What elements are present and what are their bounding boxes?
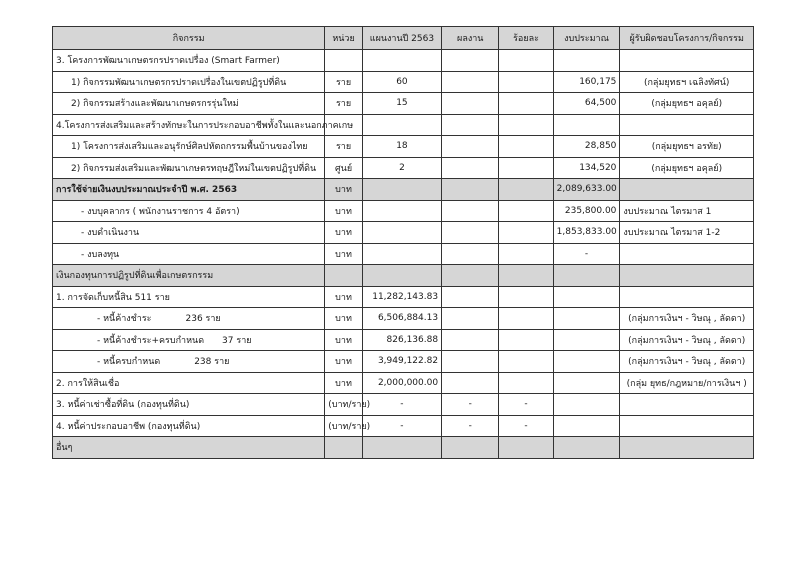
cell-percent: [499, 329, 553, 351]
cell-budget: [553, 351, 620, 373]
cell-result: [442, 136, 499, 158]
cell-budget: 235,800.00: [553, 200, 620, 222]
cell-plan: 826,136.88: [362, 329, 441, 351]
cell-result: [442, 243, 499, 265]
table-row: [53, 179, 754, 201]
cell-activity: 2) กิจกรรมส่งเสริมและพัฒนาเกษตรทฤษฎีใหม่ในเขตปฏิรูปที่ดิน: [53, 157, 325, 179]
debt-count: 37 ราย: [222, 335, 252, 346]
debt-label: - หนี้ค้างชำระ+ครบกำหนด: [97, 335, 205, 346]
cell-responsible: งบประมาณ ไตรมาส 1: [620, 200, 754, 222]
table-row: [53, 351, 754, 373]
cell-percent: -: [499, 415, 553, 437]
cell-unit: (บาท/ราย): [325, 415, 363, 437]
cell-activity: อื่นๆ: [53, 437, 325, 459]
cell-activity: 3. หนี้ค่าเช่าซื้อที่ดิน (กองทุนที่ดิน): [53, 394, 325, 416]
cell-unit: [325, 437, 363, 459]
report-sheet: [52, 26, 754, 459]
table-row: [53, 243, 754, 265]
cell-unit: ราย: [325, 136, 363, 158]
cell-unit: บาท: [325, 308, 363, 330]
cell-plan: 6,506,884.13: [362, 308, 441, 330]
cell-responsible: [620, 50, 754, 72]
header-unit: หน่วย: [325, 27, 363, 50]
cell-result: [442, 351, 499, 373]
cell-budget: [553, 372, 620, 394]
cell-result: [442, 71, 499, 93]
cell-activity: การใช้จ่ายเงินงบประมาณประจำปี พ.ศ. 2563: [53, 179, 325, 201]
cell-responsible: [620, 437, 754, 459]
cell-budget: 160,175: [553, 71, 620, 93]
cell-plan: -: [362, 394, 441, 416]
cell-budget: [553, 415, 620, 437]
cell-result: [442, 114, 499, 136]
debt-count: 236 ราย: [185, 314, 221, 325]
cell-result: [442, 93, 499, 115]
cell-unit: บาท: [325, 372, 363, 394]
table-row: [53, 136, 754, 158]
cell-plan: 2: [362, 157, 441, 179]
activity-table: [52, 26, 754, 459]
cell-budget: [553, 308, 620, 330]
header-percent: ร้อยละ: [499, 27, 553, 50]
cell-responsible: (กลุ่มยุทธฯ อรทัย): [620, 136, 754, 158]
cell-percent: [499, 265, 553, 287]
cell-budget: [553, 329, 620, 351]
header-plan: แผนงานปี 2563: [362, 27, 441, 50]
cell-responsible: [620, 114, 754, 136]
cell-unit: บาท: [325, 286, 363, 308]
cell-activity: [53, 308, 325, 330]
cell-result: [442, 308, 499, 330]
table-header-row: [53, 27, 754, 50]
cell-result: [442, 329, 499, 351]
cell-unit: [325, 265, 363, 287]
cell-budget: 28,850: [553, 136, 620, 158]
cell-plan: [362, 179, 441, 201]
table-row: [53, 286, 754, 308]
cell-responsible: [620, 179, 754, 201]
cell-budget: -: [553, 243, 620, 265]
cell-activity: 2) กิจกรรมสร้างและพัฒนาเกษตรกรรุ่นใหม่: [53, 93, 325, 115]
table-row: [53, 265, 754, 287]
cell-responsible: [620, 265, 754, 287]
cell-responsible: [620, 394, 754, 416]
cell-unit: (บาท/ราย): [325, 394, 363, 416]
cell-responsible: (กลุ่มยุทธฯ อคุลย์): [620, 157, 754, 179]
cell-plan: [362, 437, 441, 459]
cell-result: -: [442, 415, 499, 437]
cell-unit: ราย: [325, 93, 363, 115]
cell-budget: [553, 394, 620, 416]
cell-activity: - งบบุคลากร ( พนักงานราชการ 4 อัตรา): [53, 200, 325, 222]
cell-result: -: [442, 394, 499, 416]
cell-activity: [53, 329, 325, 351]
cell-percent: [499, 71, 553, 93]
cell-responsible: (กลุ่มยุทธฯ อคุลย์): [620, 93, 754, 115]
cell-plan: [362, 50, 441, 72]
cell-percent: -: [499, 394, 553, 416]
cell-plan: [362, 200, 441, 222]
cell-percent: [499, 136, 553, 158]
header-responsible: ผู้รับผิดชอบโครงการ/กิจกรรม: [620, 27, 754, 50]
cell-budget: 2,089,633.00: [553, 179, 620, 201]
cell-responsible: (กลุ่ม ยุทธ/กฎหมาย/การเงินฯ ): [620, 372, 754, 394]
cell-unit: บาท: [325, 222, 363, 244]
cell-activity: [53, 351, 325, 373]
cell-plan: 60: [362, 71, 441, 93]
cell-result: [442, 437, 499, 459]
cell-percent: [499, 308, 553, 330]
table-row: [53, 157, 754, 179]
cell-responsible: (กลุ่มยุทธฯ เฉลิงทัศน์): [620, 71, 754, 93]
table-row: [53, 200, 754, 222]
cell-percent: [499, 179, 553, 201]
cell-responsible: (กลุ่มการเงินฯ - วิษณุ , ลัดดา): [620, 308, 754, 330]
cell-budget: 1,853,833.00: [553, 222, 620, 244]
debt-count: 238 ราย: [194, 357, 230, 368]
cell-plan: 18: [362, 136, 441, 158]
cell-unit: บาท: [325, 351, 363, 373]
cell-budget: 64,500: [553, 93, 620, 115]
cell-percent: [499, 157, 553, 179]
cell-result: [442, 286, 499, 308]
cell-plan: -: [362, 415, 441, 437]
cell-plan: 3,949,122.82: [362, 351, 441, 373]
cell-responsible: [620, 415, 754, 437]
debt-label: - หนี้ครบกำหนด: [97, 357, 161, 368]
cell-percent: [499, 372, 553, 394]
header-result: ผลงาน: [442, 27, 499, 50]
cell-percent: [499, 286, 553, 308]
cell-percent: [499, 114, 553, 136]
cell-activity: เงินกองทุนการปฏิรูปที่ดินเพื่อเกษตรกรรม: [53, 265, 325, 287]
cell-unit: ศูนย์: [325, 157, 363, 179]
cell-percent: [499, 243, 553, 265]
cell-plan: 11,282,143.83: [362, 286, 441, 308]
table-row: [53, 71, 754, 93]
cell-percent: [499, 50, 553, 72]
table-row: [53, 93, 754, 115]
cell-unit: ราย: [325, 71, 363, 93]
cell-budget: [553, 114, 620, 136]
cell-budget: [553, 265, 620, 287]
cell-result: [442, 179, 499, 201]
cell-result: [442, 157, 499, 179]
cell-unit: บาท: [325, 243, 363, 265]
cell-budget: 134,520: [553, 157, 620, 179]
cell-plan: [362, 243, 441, 265]
cell-result: [442, 265, 499, 287]
cell-responsible: (กลุ่มการเงินฯ - วิษณุ , ลัดดา): [620, 329, 754, 351]
cell-responsible: [620, 243, 754, 265]
cell-unit: บาท: [325, 329, 363, 351]
cell-activity: 4. หนี้ค่าประกอบอาชีพ (กองทุนที่ดิน): [53, 415, 325, 437]
header-budget: งบประมาณ: [553, 27, 620, 50]
cell-percent: [499, 222, 553, 244]
cell-plan: [362, 265, 441, 287]
table-row: [53, 372, 754, 394]
debt-label: - หนี้ค้างชำระ: [97, 314, 152, 325]
cell-activity: - งบดำเนินงาน: [53, 222, 325, 244]
cell-activity: 3. โครงการพัฒนาเกษตรกรปราดเปรื่อง (Smart Farmer): [53, 50, 325, 72]
cell-plan: [362, 114, 441, 136]
table-row: [53, 329, 754, 351]
cell-result: [442, 50, 499, 72]
cell-activity: - งบลงทุน: [53, 243, 325, 265]
cell-responsible: (กลุ่มการเงินฯ - วิษณุ , ลัดดา): [620, 351, 754, 373]
cell-unit: บาท: [325, 179, 363, 201]
cell-percent: [499, 200, 553, 222]
cell-result: [442, 222, 499, 244]
table-row: [53, 114, 754, 136]
header-activity: กิจกรรม: [53, 27, 325, 50]
cell-unit: บาท: [325, 200, 363, 222]
cell-responsible: งบประมาณ ไตรมาส 1-2: [620, 222, 754, 244]
cell-result: [442, 372, 499, 394]
cell-plan: 2,000,000.00: [362, 372, 441, 394]
table-row: [53, 394, 754, 416]
cell-responsible: [620, 286, 754, 308]
cell-unit: [325, 50, 363, 72]
table-row: [53, 437, 754, 459]
cell-result: [442, 200, 499, 222]
cell-plan: [362, 222, 441, 244]
table-row: [53, 308, 754, 330]
cell-budget: [553, 286, 620, 308]
cell-activity: 1. การจัดเก็บหนี้สิน 511 ราย: [53, 286, 325, 308]
table-row: [53, 415, 754, 437]
cell-activity: 1) กิจกรรมพัฒนาเกษตรกรปราดเปรื่องในเขตปฏิรูปที่ดิน: [53, 71, 325, 93]
cell-percent: [499, 93, 553, 115]
cell-budget: [553, 437, 620, 459]
cell-plan: 15: [362, 93, 441, 115]
table-row: [53, 222, 754, 244]
cell-percent: [499, 351, 553, 373]
table-row: [53, 50, 754, 72]
cell-activity: 4.โครงการส่งเสริมและสร้างทักษะในการประกอบอาชีพทั้งในและนอกภาคเกษ: [53, 114, 325, 136]
cell-activity: 2. การให้สินเชื่อ: [53, 372, 325, 394]
cell-activity: 1) โครงการส่งเสริมและอนุรักษ์ศิลปหัตถกรรมพื้นบ้านของไทย: [53, 136, 325, 158]
cell-budget: [553, 50, 620, 72]
cell-percent: [499, 437, 553, 459]
